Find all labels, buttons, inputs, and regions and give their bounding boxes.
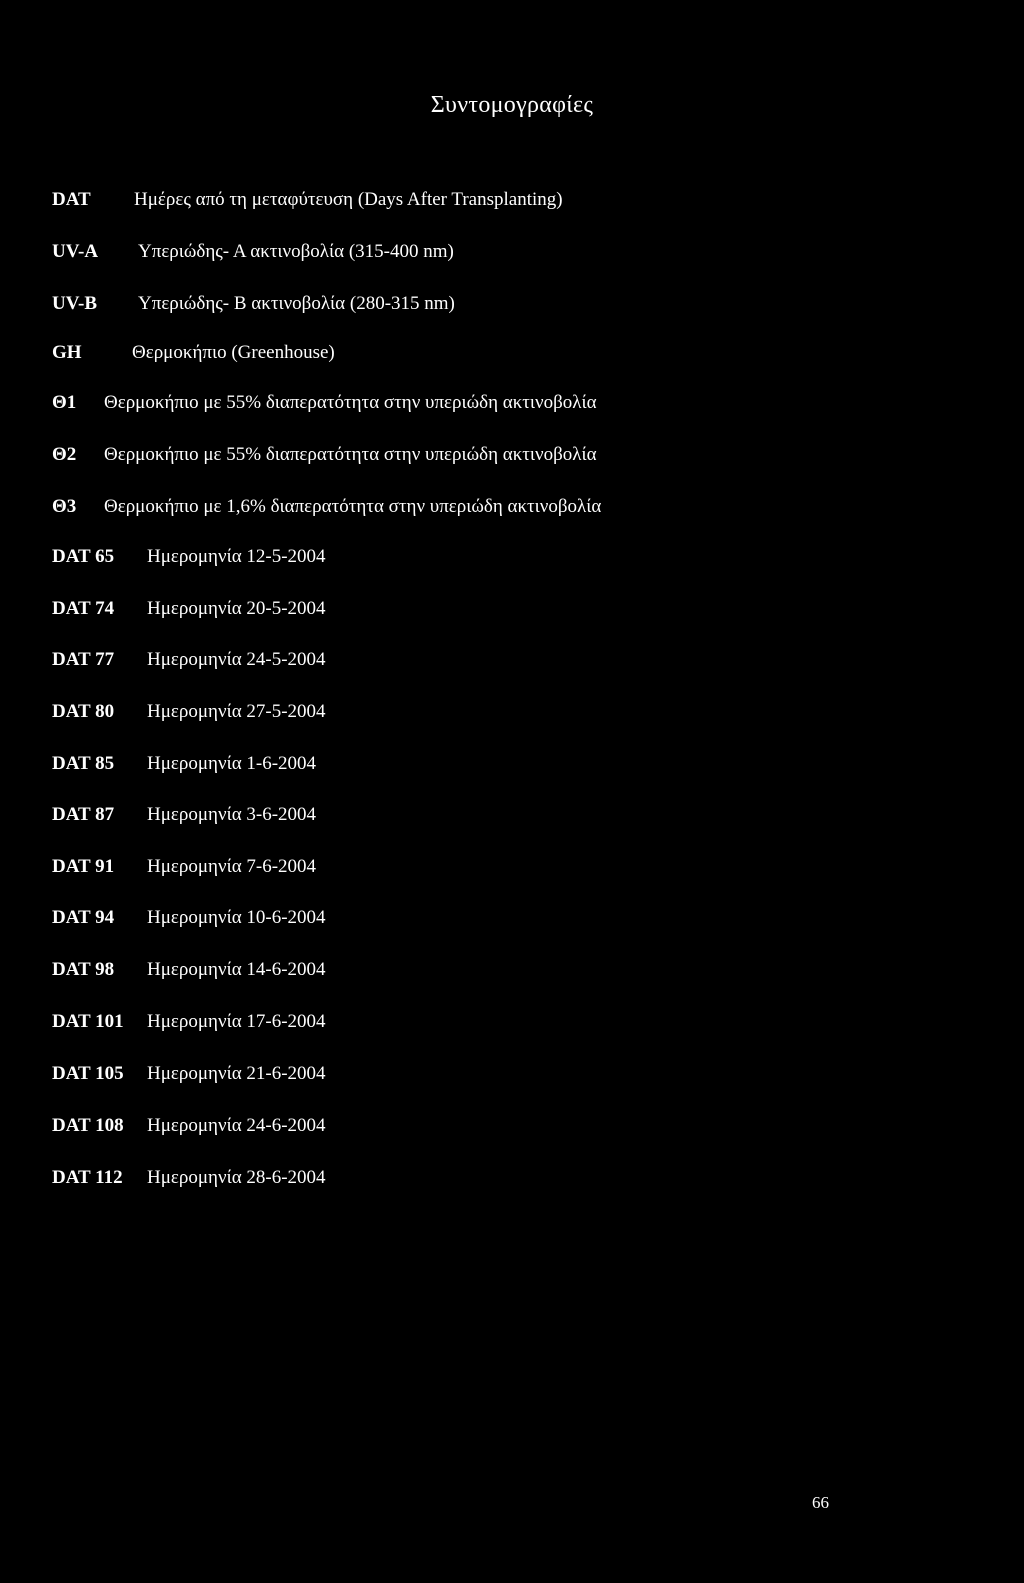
abbreviation-definition: Ημερομηνία 12-5-2004: [147, 546, 326, 567]
abbreviation-term: DAT 101: [52, 1011, 124, 1032]
abbreviation-definition: Ημερομηνία 17-6-2004: [147, 1011, 326, 1032]
abbreviation-row: [52, 906, 326, 930]
abbreviation-row: [52, 545, 326, 569]
abbreviation-term: DAT 74: [52, 598, 115, 619]
abbreviation-row: [52, 1062, 326, 1086]
abbreviation-term: GH: [52, 342, 82, 363]
abbreviation-term: DAT 94: [52, 907, 115, 928]
abbreviation-term: DAT 65: [52, 546, 115, 567]
abbreviation-definition: Ημερομηνία 28-6-2004: [147, 1167, 326, 1188]
abbreviation-term: Θ1: [52, 392, 77, 413]
abbreviation-term: DAT 87: [52, 804, 115, 825]
abbreviation-definition: Ημερομηνία 10-6-2004: [147, 907, 326, 928]
abbreviation-definition: Ημερομηνία 3-6-2004: [147, 804, 317, 825]
abbreviation-term: DAT: [52, 189, 91, 210]
abbreviation-term: UV-B: [52, 293, 98, 314]
abbreviation-definition: Θερμοκήπιο με 55% διαπερατότητα στην υπεριώδη ακτινοβολία: [104, 444, 597, 465]
abbreviation-term: Θ2: [52, 444, 77, 465]
abbreviation-definition: Ημερομηνία 1-6-2004: [147, 753, 317, 774]
abbreviation-term: DAT 105: [52, 1063, 124, 1084]
abbreviation-definition: Θερμοκήπιο με 55% διαπερατότητα στην υπεριώδη ακτινοβολία: [104, 392, 597, 413]
abbreviation-row: [52, 803, 316, 827]
abbreviation-row: [52, 391, 597, 415]
abbreviation-definition: Ημερομηνία 24-5-2004: [147, 649, 326, 670]
abbreviation-definition: Ημέρες από τη μεταφύτευση (Days After Transplanting): [134, 189, 563, 210]
abbreviation-row: [52, 495, 601, 519]
abbreviation-term: DAT 108: [52, 1115, 124, 1136]
abbreviation-row: [52, 855, 316, 879]
abbreviation-definition: Υπεριώδης- Β ακτινοβολία (280-315 nm): [138, 293, 455, 314]
abbreviation-definition: Ημερομηνία 14-6-2004: [147, 959, 326, 980]
abbreviation-term: DAT 80: [52, 701, 115, 722]
abbreviation-row: [52, 1010, 326, 1034]
abbreviation-term: DAT 112: [52, 1167, 123, 1188]
abbreviation-row: [52, 648, 326, 672]
abbreviation-row: [52, 958, 326, 982]
abbreviation-row: [52, 240, 454, 264]
abbreviation-row: [52, 752, 316, 776]
abbreviation-row: [52, 597, 326, 621]
abbreviation-definition: Υπεριώδης- Α ακτινοβολία (315-400 nm): [138, 241, 454, 262]
page-number: 66: [812, 1493, 829, 1512]
abbreviation-row: [52, 443, 597, 467]
abbreviation-row: [52, 188, 563, 212]
abbreviation-definition: Ημερομηνία 24-6-2004: [147, 1115, 326, 1136]
abbreviation-row: [52, 1166, 326, 1190]
abbreviation-term: Θ3: [52, 496, 77, 517]
abbreviation-definition: Θερμοκήπιο με 1,6% διαπερατότητα στην υπεριώδη ακτινοβολία: [104, 496, 602, 517]
abbreviation-row: [52, 1114, 326, 1138]
abbreviation-definition: Ημερομηνία 20-5-2004: [147, 598, 326, 619]
abbreviation-term: UV-A: [52, 241, 99, 262]
abbreviation-term: DAT 77: [52, 649, 115, 670]
abbreviation-definition: Ημερομηνία 27-5-2004: [147, 701, 326, 722]
page-title: Συντομογραφίες: [430, 92, 594, 118]
abbreviation-row: [52, 700, 326, 724]
abbreviation-definition: Θερμοκήπιο (Greenhouse): [132, 342, 335, 363]
abbreviation-term: DAT 98: [52, 959, 115, 980]
abbreviation-row: [52, 341, 335, 365]
abbreviation-definition: Ημερομηνία 21-6-2004: [147, 1063, 326, 1084]
abbreviation-term: DAT 91: [52, 856, 115, 877]
abbreviation-definition: Ημερομηνία 7-6-2004: [147, 856, 317, 877]
abbreviation-row: [52, 292, 455, 316]
abbreviation-term: DAT 85: [52, 753, 115, 774]
